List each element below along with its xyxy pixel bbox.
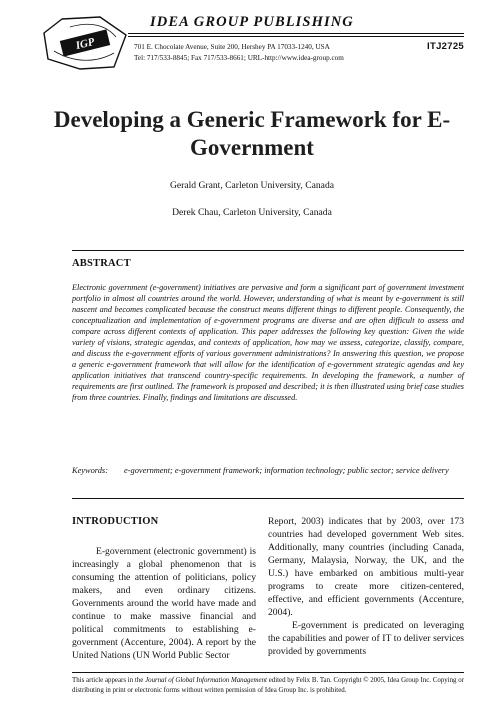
paper-title: Developing a Generic Framework for E-Government [53, 107, 451, 160]
author-chau: Derek Chau, Carleton University, Canada [172, 207, 332, 218]
footer-rule [72, 672, 464, 673]
publisher-name: IDEA GROUP PUBLISHING [150, 14, 354, 30]
keywords-list: e-government; e-government framework; information technology; public sector; service delivery [124, 466, 449, 475]
introduction-right-paragraph-1: Report, 2003) indicates that by 2003, over 173 countries had developed government Web sites. Additionally, many countries (including Canada, Germany, Malaysia, Norway, the UK, and the U.S.) have embarked on ambitious multi-year programs to create more citizen-centered, effective, and efficient governments (Accenture, 2004). [268, 516, 464, 618]
abstract-heading: ABSTRACT [72, 258, 131, 269]
logo-text: IGP [74, 35, 96, 53]
introduction-right-paragraph-2: E-government is predicated on leveraging the capabilities and power of IT to deliver services provided by governments [268, 620, 464, 657]
footer-prefix: This article appears in the [72, 677, 144, 684]
abstract-text: Electronic government (e-government) initiatives are pervasive and form a significant part of government investment portfolio in almost all countries around the world. However, understanding of what is meant by e-government is still nascent and becomes complicated because the construct means different things to different people. Consequently, the conceptualization and implementation of e-government programs are diverse and are often difficult to assess and compare across different contexts of application. This paper addresses the following key question: Given the wide variety of visions, strategic agendas, and contexts of application, how may we assess, categorize, classify, compare, and discuss the e-government efforts of various government administrations? In answering this question, we propose a generic e-government framework that will allow for the identification of e-government strategic agendas and key application initiatives that transcend country-specific requirements. In developing the framework, a number of requirements are first outlined. The framework is proposed and described; it is then illustrated using brief case studies from three countries. Finally, findings and limitations are discussed. [72, 283, 464, 403]
abstract-rule-top [72, 250, 464, 251]
introduction-right-column [268, 515, 464, 658]
keywords-label: Keywords: [72, 466, 108, 475]
keywords [72, 465, 464, 477]
footer-journal-name: Journal of Global Information Management [145, 677, 267, 684]
header-rule-lower [128, 36, 464, 37]
introduction-heading: INTRODUCTION [72, 516, 159, 527]
copyright-footer [72, 676, 464, 696]
header-rule-upper [128, 33, 464, 34]
introduction-left-column: E-government (electronic government) is increasingly a global phenomenon that is consuming the attention of politicians, policy makers, and even ordinary citizens. Governments around the world have made and continue to make massive financial and political commitments to establishing e-government (Accenture, 2004). A report by the United Nations (UN World Public Sector [72, 546, 256, 661]
footer-copyright: edited by Felix B. Tan. Copyright © 2005, Idea Group Inc. Copying or distributing in print or electronic forms without written permission of Idea Group Inc. is prohibited. [72, 677, 464, 694]
author-grant: Gerald Grant, Carleton University, Canada [169, 180, 335, 191]
publisher-address [134, 42, 344, 64]
article-code: ITJ2725 [427, 41, 464, 52]
address-line-street: 701 E. Chocolate Avenue, Suite 200, Hershey PA 17033-1240, USA [134, 43, 330, 51]
abstract-rule-bottom [72, 498, 464, 499]
address-line-contact: Tel: 717/533-8845; Fax 717/533-8661; URL-http://www.idea-group.com [134, 54, 344, 62]
publisher-logo [40, 15, 130, 71]
